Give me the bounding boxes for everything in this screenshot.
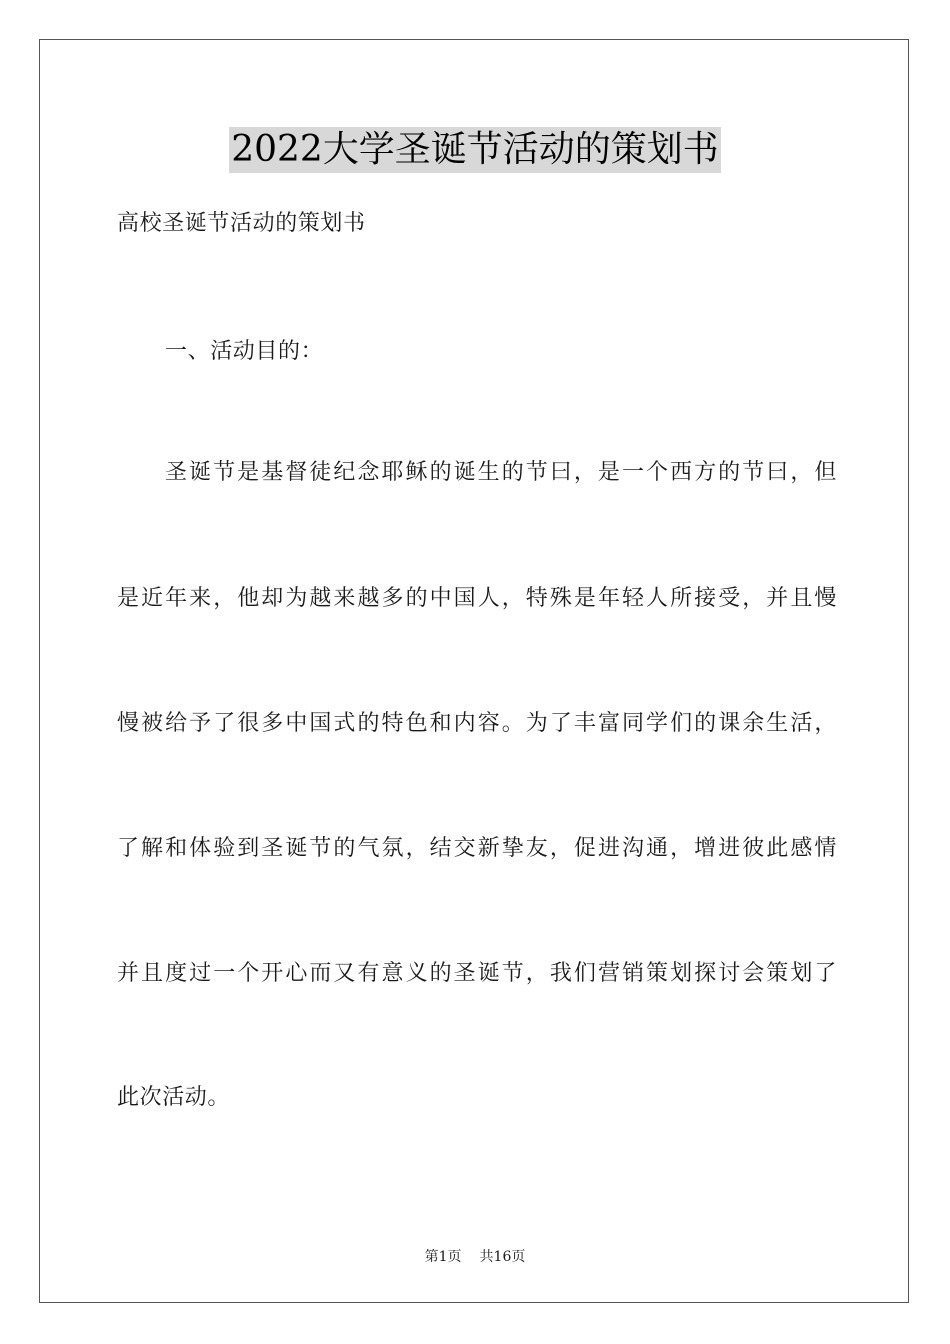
document-title: 2022大学圣诞节活动的策划书 (229, 127, 721, 173)
section-heading: 一、活动目的： (165, 339, 324, 364)
paragraph-line: 是近年来，他却为越来越多的中国人，特殊是年轻人所接受，并且慢 (117, 586, 837, 611)
title-container (0, 127, 950, 173)
page-footer (0, 1248, 950, 1266)
paragraph-line: 慢被给予了很多中国式的特色和内容。为了丰富同学们的课余生活， (117, 711, 837, 736)
page-number-total: 共16页 (479, 1249, 526, 1265)
paragraph-line: 圣诞节是基督徒纪念耶稣的诞生的节曰，是一个西方的节曰，但 (165, 460, 837, 485)
paragraph-line: 了解和体验到圣诞节的气氛，结交新挚友，促进沟通，增进彼此感情 (117, 836, 837, 861)
page-number-current: 第1页 (424, 1249, 462, 1265)
paragraph-line: 此次活动。 (117, 1085, 231, 1110)
document-subtitle: 高校圣诞节活动的策划书 (117, 211, 366, 236)
paragraph-line: 并且度过一个开心而又有意义的圣诞节，我们营销策划探讨会策划了 (117, 961, 837, 986)
